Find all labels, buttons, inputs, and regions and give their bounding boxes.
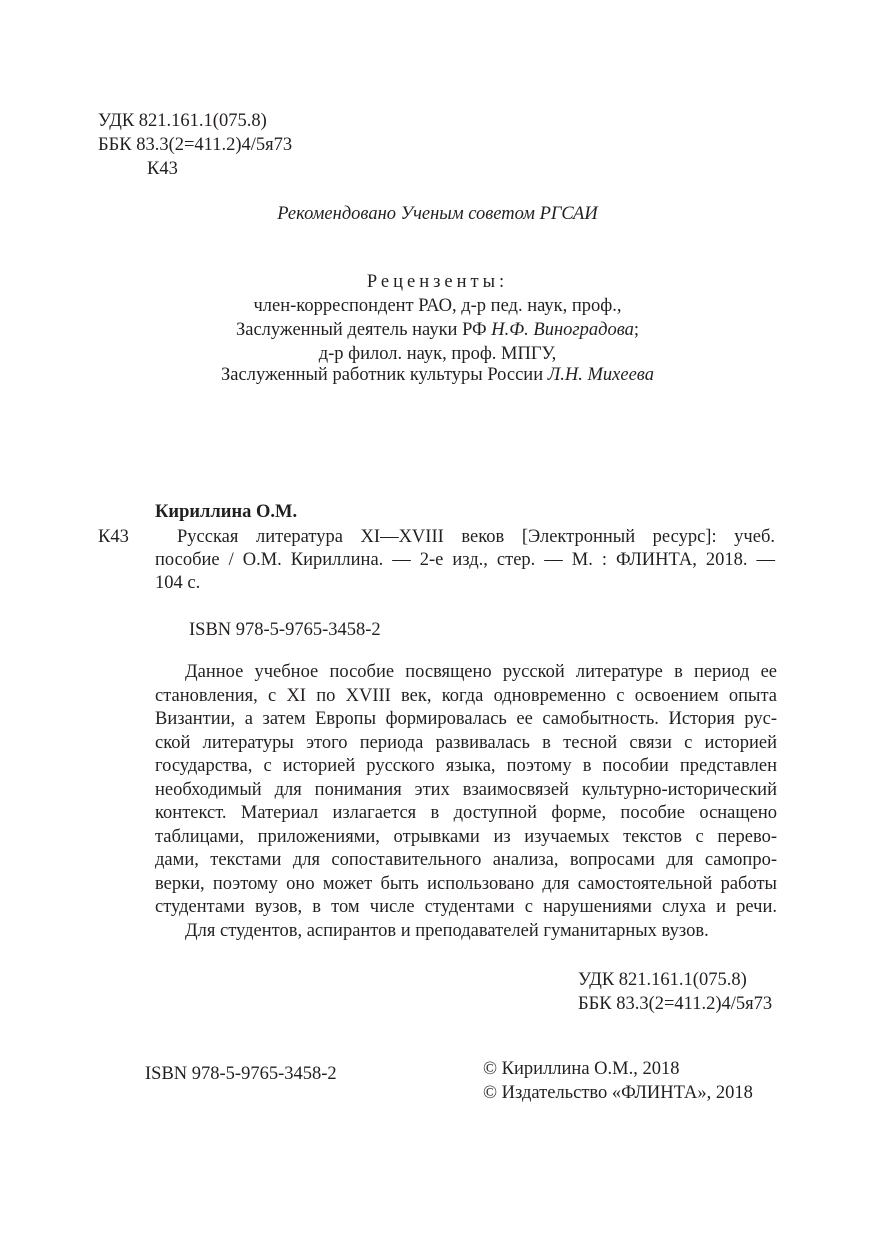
bib-description <box>155 526 775 595</box>
reviewer-1-name: Н.Ф. Виноградова <box>491 320 634 340</box>
footer-isbn: ISBN 978-5-9765-3458-2 <box>145 1064 337 1084</box>
annotation-line: Византии, а затем Европы формировалась ее самобытность. История рус- <box>155 709 777 729</box>
copyright-publisher: © Издательство «ФЛИНТА», 2018 <box>483 1083 753 1103</box>
annotation-line: верки, поэтому оно может быть использовано для самостоятельной работы <box>155 873 777 894</box>
reviewer-1-prefix: Заслуженный деятель науки РФ <box>235 320 487 340</box>
annotation-line: студентами вузов, в том числе студентами с нарушениями слуха и речи. <box>155 897 777 917</box>
footer-bbk: ББК 83.3(2=411.2)4/5я73 <box>578 994 773 1014</box>
reviewers-heading: Рецензенты: <box>366 272 509 292</box>
annotation-line: необходимый для понимания этих взаимосвязей культурно-исторический <box>155 779 777 800</box>
bbk-code: ББК 83.3(2=411.2)4/5я73 <box>98 135 293 155</box>
reviewer-2-prefix: Заслуженный работник культуры России <box>221 365 544 385</box>
annotation-line: контекст. Материал излагается в доступной форме, пособие оснащено <box>155 803 777 823</box>
bib-line: Русская литература XI—XVIII веков [Электронный ресурс]: учеб. <box>177 527 775 547</box>
annotation-line: становления, с XI по XVIII век, когда одновременно с освоением опыта <box>155 685 777 706</box>
reviewer-1-title: член-корреспондент РАО, д-р пед. наук, проф., <box>253 296 622 316</box>
reviewer-2-line <box>0 364 875 387</box>
recommendation: Рекомендовано Ученым советом РГСАИ <box>277 204 598 224</box>
annotation-line: таблицами, приложениями, отрывками из изучаемых текстов с перево- <box>155 826 777 847</box>
annotation-line: ской литературы этого периода развивалась в тесной связи с историей <box>155 732 777 753</box>
udk-code: УДК 821.161.1(075.8) <box>98 111 267 131</box>
reviewer-2-title: д-р филол. наук, проф. МПГУ, <box>318 344 557 364</box>
annotation <box>155 661 777 943</box>
annotation-line: государства, с историей русского языка, поэтому в пособии представлен <box>155 756 777 776</box>
reviewer-1-line <box>0 319 875 342</box>
author-mark: К43 <box>147 159 178 179</box>
bib-author: Кириллина О.М. <box>155 502 298 522</box>
annotation-audience: Для студентов, аспирантов и преподавателей гуманитарных вузов. <box>185 920 709 941</box>
bib-line: 104 с. <box>155 573 201 593</box>
annotation-line: Данное учебное пособие посвящено русской литературе в период ее <box>185 662 777 682</box>
copyright-author: © Кириллина О.М., 2018 <box>483 1059 680 1079</box>
footer-udk: УДК 821.161.1(075.8) <box>578 970 747 990</box>
bib-isbn: ISBN 978-5-9765-3458-2 <box>189 620 381 640</box>
bib-mark: К43 <box>98 527 129 547</box>
reviewer-2-name: Л.Н. Михеева <box>547 365 654 385</box>
annotation-line: дами, текстами для сопоставительного анализа, вопросами для самопро- <box>155 850 777 870</box>
reviewer-1-suffix: ; <box>633 320 640 340</box>
bib-line: пособие / О.М. Кириллина. — 2-е изд., стер. — М. : ФЛИНТА, 2018. — <box>155 550 775 570</box>
